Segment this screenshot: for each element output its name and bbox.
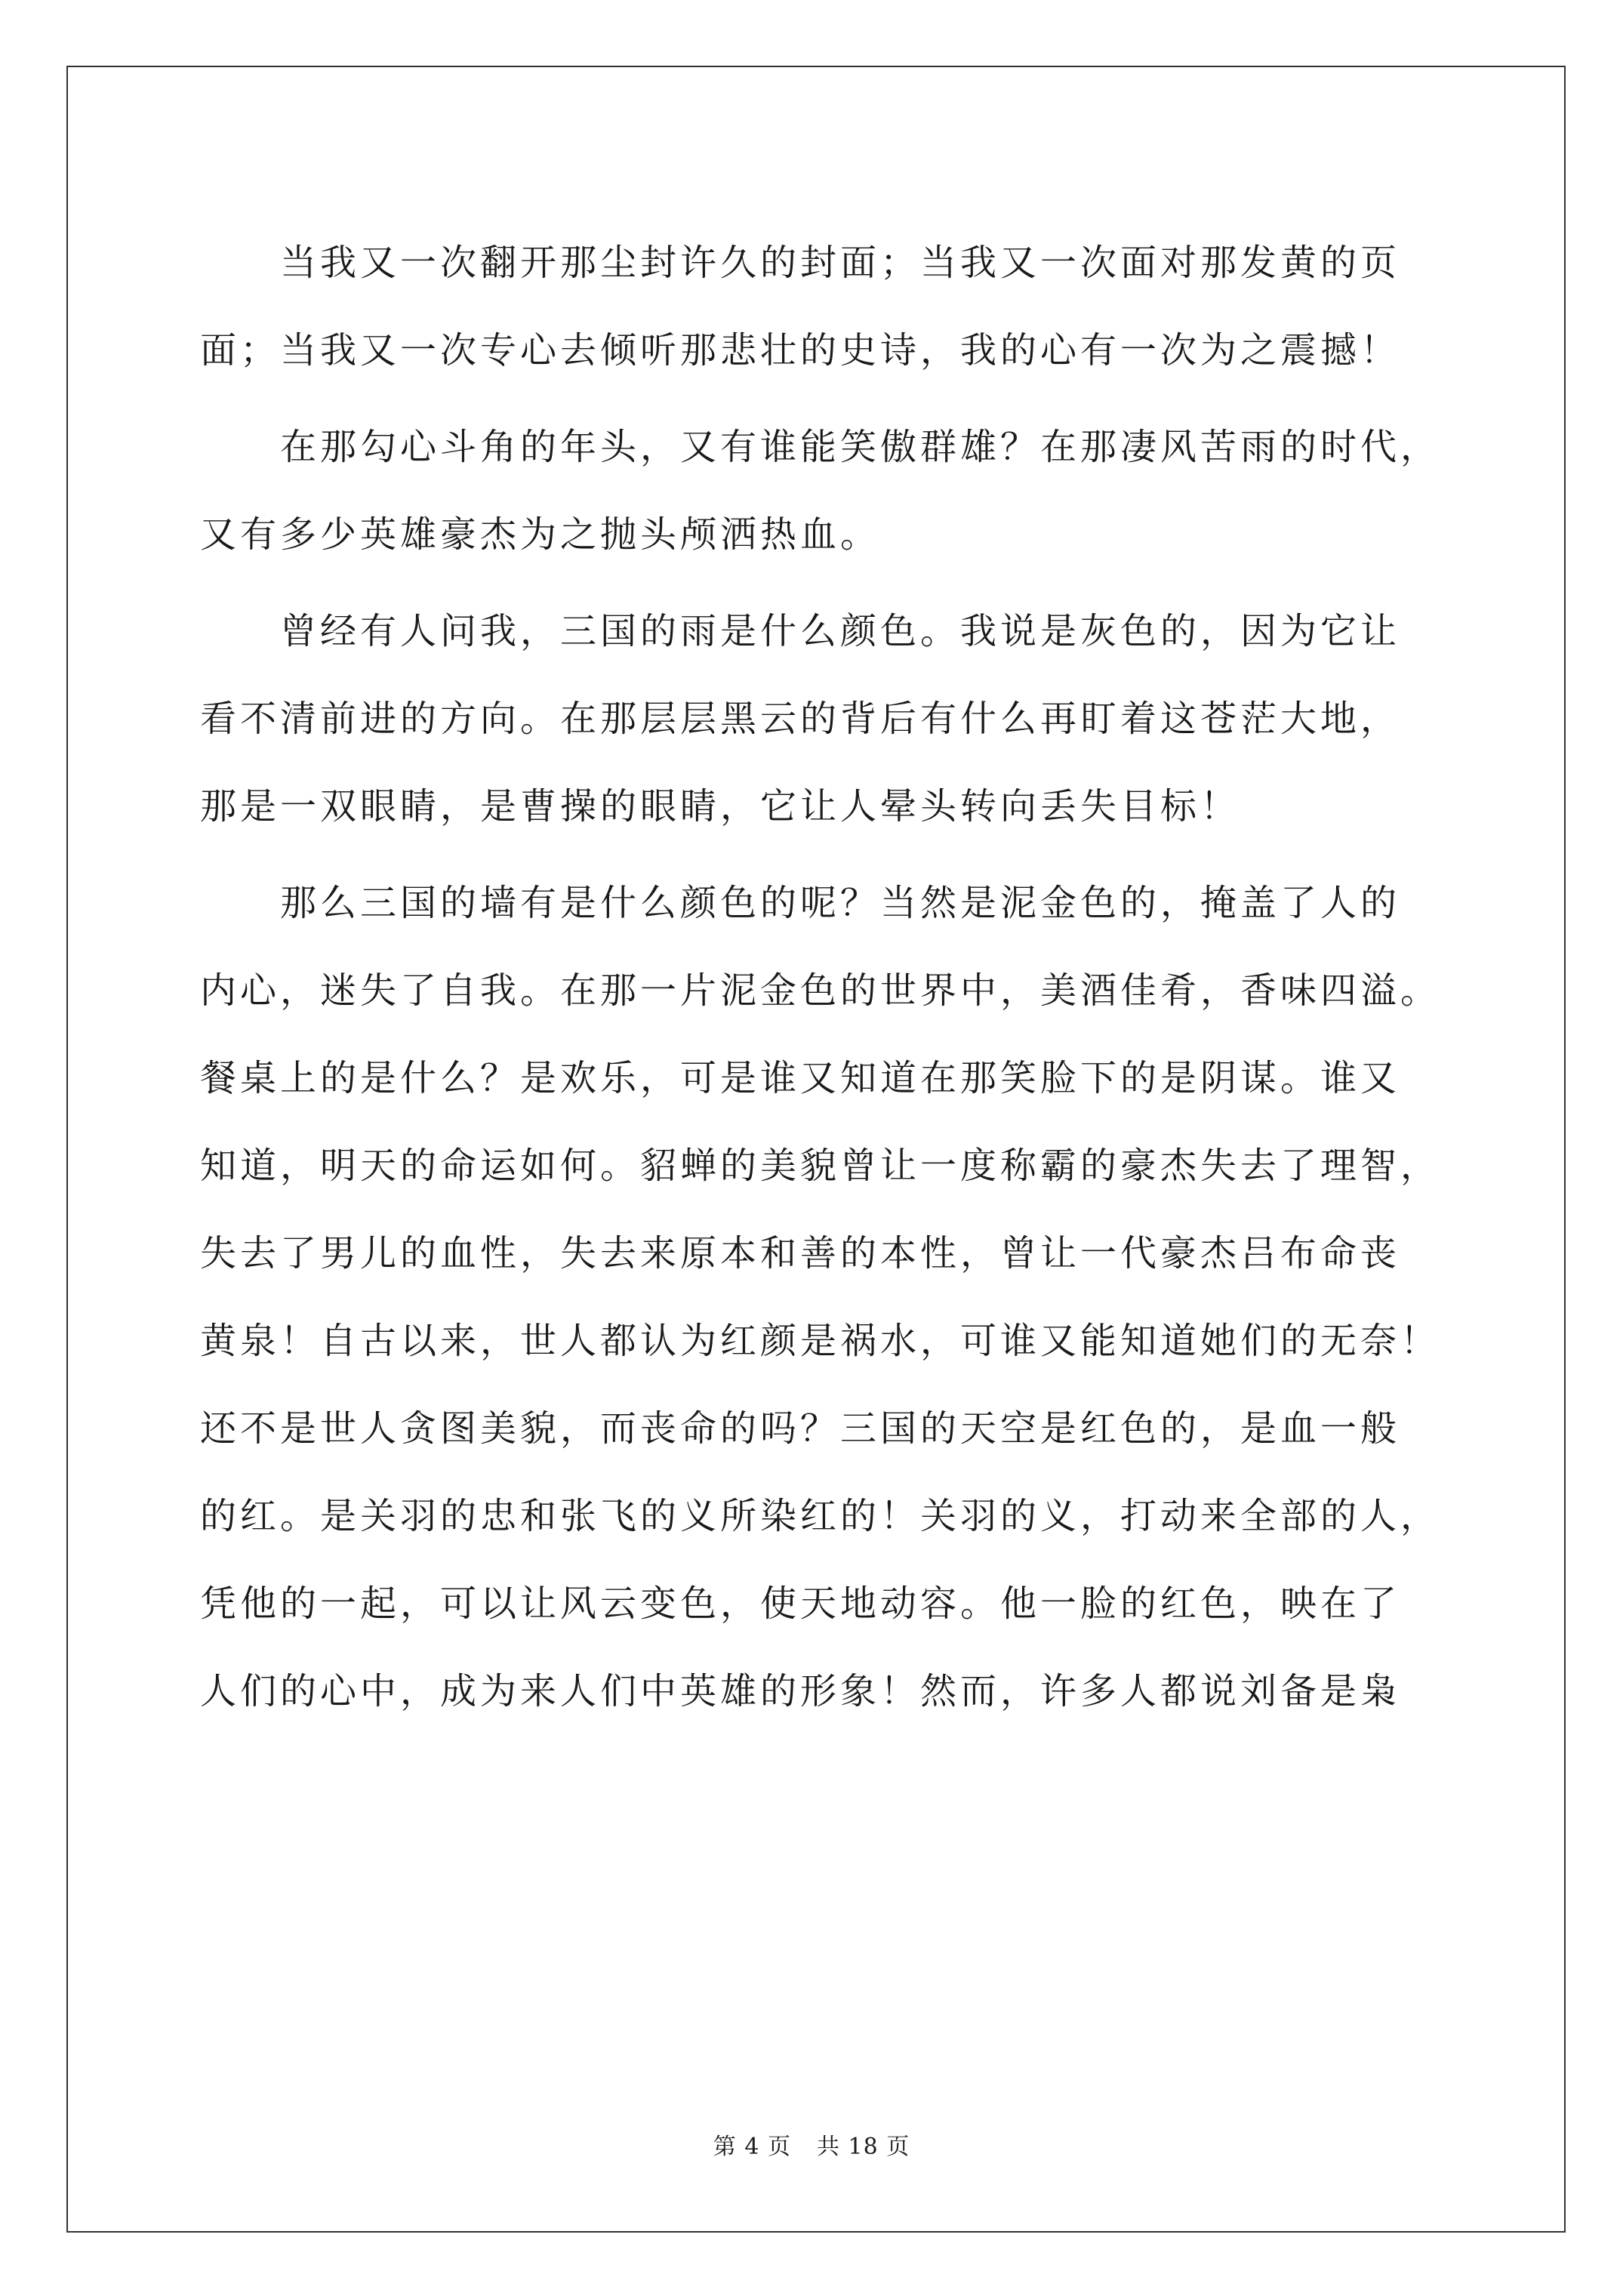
page-number-current: 第 4 页 (713, 2134, 791, 2160)
paragraph-line: 看不清前进的方向。在那层层黑云的背后有什么再盯着这苍茫大地， (200, 698, 1401, 740)
document-body (200, 219, 1446, 1735)
paragraph-line: 在那勾心斗角的年头，又有谁能笑傲群雄？在那凄风苦雨的时代， (280, 426, 1441, 468)
paragraph-line: 内心，迷失了自我。在那一片泥金色的世界中，美酒佳肴，香味四溢。 (200, 969, 1441, 1012)
paragraph-line: 曾经有人问我，三国的雨是什么颜色。我说是灰色的，因为它让 (280, 610, 1401, 652)
paragraph-1 (200, 219, 1446, 394)
paragraph-line: 知道，明天的命运如何。貂蝉的美貌曾让一度称霸的豪杰失去了理智， (200, 1145, 1441, 1187)
page-number-total: 共 18 页 (816, 2134, 910, 2160)
page-footer (0, 2128, 1623, 2161)
paragraph-line: 的红。是关羽的忠和张飞的义所染红的！关羽的义，打动来全部的人， (200, 1495, 1441, 1537)
paragraph-3 (200, 587, 1446, 850)
paragraph-line: 面；当我又一次专心去倾听那悲壮的史诗，我的心有一次为之震撼！ (200, 329, 1401, 371)
paragraph-line: 还不是世人贪图美貌，而丧命的吗？三国的天空是红色的，是血一般 (200, 1407, 1401, 1450)
paragraph-line: 那么三国的墙有是什么颜色的呢？当然是泥金色的，掩盖了人的 (280, 882, 1401, 924)
paragraph-line: 失去了男儿的血性，失去来原本和善的本性，曾让一代豪杰吕布命丧 (200, 1232, 1401, 1274)
paragraph-line: 又有多少英雄豪杰为之抛头颅洒热血。 (200, 513, 881, 556)
paragraph-line: 当我又一次翻开那尘封许久的封面；当我又一次面对那发黄的页 (280, 242, 1401, 284)
paragraph-line: 黄泉！自古以来，世人都认为红颜是祸水，可谁又能知道她们的无奈！ (200, 1320, 1441, 1362)
paragraph-2 (200, 403, 1446, 578)
paragraph-4 (200, 859, 1446, 1735)
paragraph-line: 人们的心中，成为来人们中英雄的形象！然而，许多人都说刘备是枭 (200, 1670, 1401, 1712)
paragraph-line: 那是一双眼睛，是曹操的眼睛，它让人晕头转向丢失目标！ (200, 785, 1241, 827)
paragraph-line: 餐桌上的是什么？是欢乐，可是谁又知道在那笑脸下的是阴谋。谁又 (200, 1057, 1401, 1099)
paragraph-line: 凭他的一起，可以让风云变色，使天地动容。他一脸的红色，映在了 (200, 1583, 1401, 1625)
